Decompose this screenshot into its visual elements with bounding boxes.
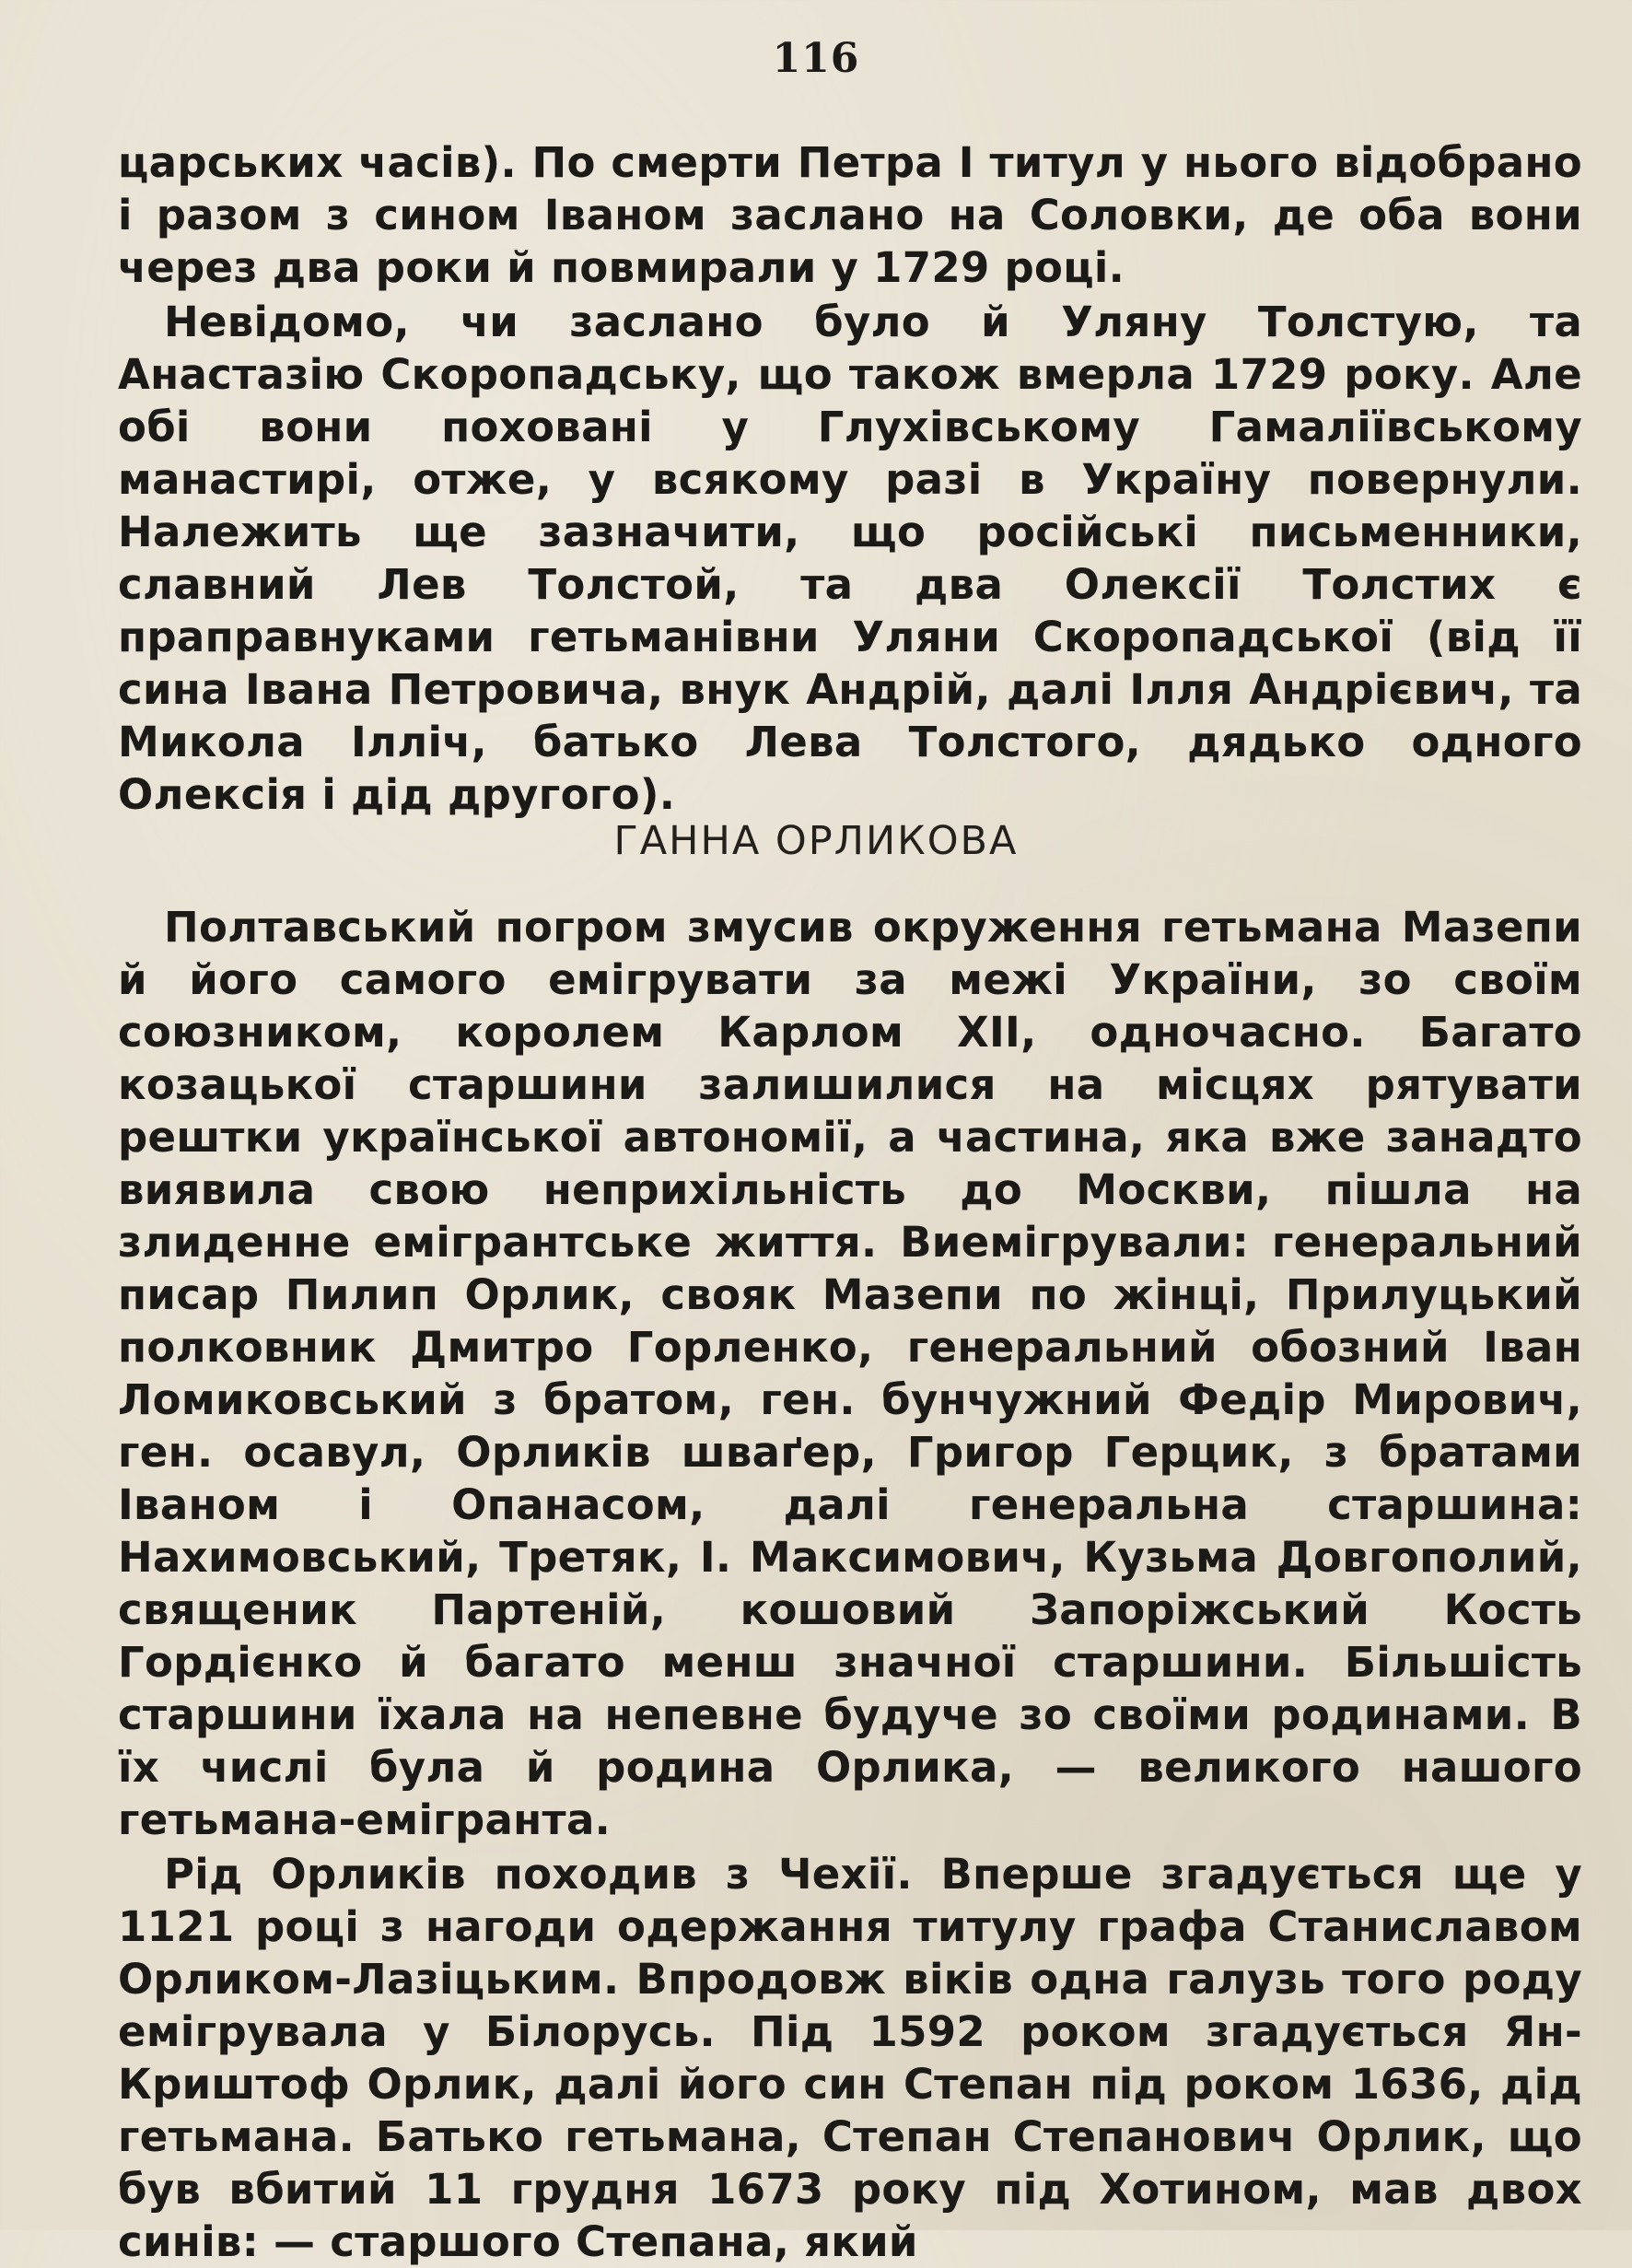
paragraph: Полтавський погром змусив окруження гетьмана Мазепи й його самого емігрувати за межі України, зо своїм союзником, королем Карлом XII, одночасно. Багато козацької старшини залишилися на місцях рятувати рештки української автономії, а частина, яка вже занадто виявила свою неприхільність до Москви, пішла на злиденне емігрантське життя. Виемігрували: генеральний писар Пилип Орлик, свояк Мазепи по жінці, Прилуцький полковник Дмитро Горленко, генеральний обозний Іван Ломиковський з братом, ген. бунчужний Федір Мирович, ген. осавул, Орликів шваґер, Григор Герцик, з братами Іваном і Опанасом, далі генеральна старшина: Нахимовський, Третяк, І. Максимович, Кузьма Довгополий, священик Партеній, кошовий Запоріжський Кость Гордієнко й багато менш значної старшини. Більшість старшини їхала на непевне будуче зо своїми родинами. В їх числі була й родина Орлика, — великого нашого гетьмана-емігранта.	[118, 903, 1582, 1844]
paragraph: Невідомо, чи заслано було й Уляну Толстую, та Анастазію Скоропадську, що також вмерла 1729 року. Але обі вони поховані у Глухівському Гамаліївському манастирі, отже, у всякому разі в Україну повернули. Належить ще зазначити, що російські письменники, славний Лев Толстой, та два Олексії Толстих є праправнуками гетьманівни Уляни Скоропадської (від її сина Івана Петровича, внук Андрій, далі Ілля Андрієвич, та Микола Ілліч, батько Лева Толстого, дядько одного Олексія і дід другого).	[118, 298, 1582, 819]
paragraph: царських часів). По смерти Петра І титул у нього відобрано і разом з сином Іваном заслано на Соловки, де оба вони через два роки й повмирали у 1729 році.	[118, 138, 1582, 292]
section-heading: ГАННА ОРЛИКОВА	[613, 818, 1019, 864]
paragraph: Рід Орликів походив з Чехії. Вперше згадується ще у 1121 році з нагоди одержання титулу графа Станиславом Орликом-Лазіцьким. Впродовж віків одна галузь того роду емігрувала у Білорусь. Під 1592 роком згадується Ян-Криштоф Орлик, далі його син Степан під роком 1636, дід гетьмана. Батько гетьмана, Степан Степанович Орлик, що був вбитий 11 грудня 1673 року під Хотином, мав двох синів: — старшого Степана, який	[118, 1850, 1582, 2266]
bottom-text-block	[118, 901, 1582, 2268]
top-text-block	[118, 136, 1582, 821]
page-number: 116	[772, 35, 860, 82]
